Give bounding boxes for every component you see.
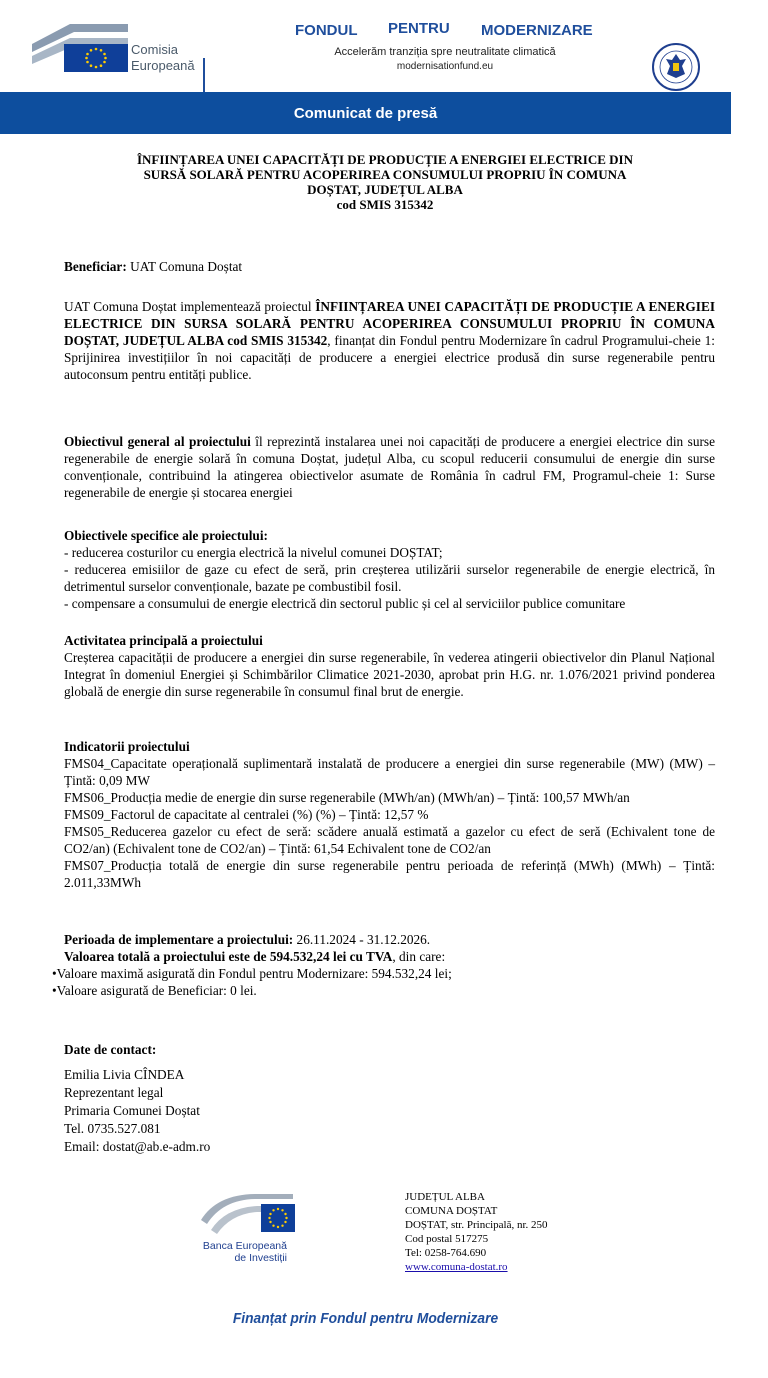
total-value xyxy=(64,948,715,965)
general-objective xyxy=(64,433,715,501)
specific-objectives-label: Obiectivele specifice ale proiectului: xyxy=(64,528,268,543)
contact-email: Email: dostat@ab.e-adm.ro xyxy=(64,1139,211,1154)
beneficiary-value: UAT Comuna Doștat xyxy=(126,259,243,274)
intro-paragraph xyxy=(64,298,715,383)
intro-prefix: UAT Comuna Doștat implementează proiectul xyxy=(64,299,316,314)
fm-tagline: Accelerăm tranziția spre neutralitate climatică xyxy=(334,46,556,58)
specific-objective-item: - reducerea costurilor cu energia electrică la nivelul comunei DOȘTAT; xyxy=(64,545,443,560)
total-value-suffix: , din care: xyxy=(392,949,446,964)
eib-name: Banca Europeană de Investiții xyxy=(202,1240,287,1264)
indicator-item: FMS04_Capacitate operațională suplimentară instalată de producere a energiei din surse regenerabile (MW) (MW) – Țintă: 0,09 MW xyxy=(64,756,715,788)
fm-word-fondul: FONDUL xyxy=(295,22,358,39)
contact-name: Emilia Livia CÎNDEA xyxy=(64,1067,185,1082)
specific-objective-item: - reducerea emisiilor de gaze cu efect de seră, prin creșterea utilizării surselor regenerabile de energie electrică, în detrimentul surselor convenționale, bazate pe combustibil fosil. xyxy=(64,562,715,594)
title-line-3: DOȘTAT, JUDEȚUL ALBA xyxy=(307,182,463,197)
value-bullet: •Valoare asigurată de Beneficiar: 0 lei. xyxy=(52,983,257,998)
specific-objective-item: - compensare a consumului de energie electrică din sectorul public și cel al serviciilor publice comunitare xyxy=(64,596,626,611)
intro-suffix: , finanțat din Fondul pentru Modernizare în cadrul Programului-cheie 1: Sprijinirea investițiilor în noi capacități de producere a energiei electrice produsă din surse regenerabile pentru autoconsum pentru entități publice. xyxy=(64,333,715,382)
contact-phone: Tel. 0735.527.081 xyxy=(64,1121,161,1136)
indicator-item: FMS09_Factorul de capacitate al centralei (%) (%) – Țintă: 12,57 % xyxy=(64,807,429,822)
contact-role: Reprezentant legal xyxy=(64,1085,164,1100)
footer-funding-note: Finanțat prin Fondul pentru Modernizare xyxy=(232,1310,499,1327)
indicator-item: FMS05_Reducerea gazelor cu efect de seră: scădere anuală estimată a gazelor cu efect de seră (Echivalent tone de CO2/an) (Echivalent tone de CO2/an) – Țintă: 61,54 Echivalent tone de CO2/an xyxy=(64,824,715,856)
indicator-item: FMS06_Producția medie de energie din surse regenerabile (MWh/an) (MWh/an) – Țintă: 100,57 MWh/an xyxy=(64,790,630,805)
intro-project-name: ÎNFIINȚAREA UNEI CAPACITĂȚI DE PRODUCȚIE A ENERGIEI ELECTRICE DIN SURSA SOLARĂ PENTRU ACOPERIREA CONSUMULUI PROPRIU ÎN COMUNA DOȘTAT, JUDEȚUL ALBA cod SMIS 315342 xyxy=(64,299,715,348)
government-seal-icon xyxy=(651,42,701,92)
indicators xyxy=(64,738,715,891)
eib-logo xyxy=(195,1190,305,1270)
ec-name-line1: Comisia xyxy=(131,42,178,57)
main-activity-label: Activitatea principală a proiectului xyxy=(64,633,263,648)
address-phone: Tel: 0258-764.690 xyxy=(405,1247,487,1259)
title-line-2: SURSĂ SOLARĂ PENTRU ACOPERIREA CONSUMULUI PROPRIU ÎN COMUNA xyxy=(143,167,627,182)
value-bullet-list xyxy=(52,965,452,999)
page-title xyxy=(70,152,700,212)
title-line-4: cod SMIS 315342 xyxy=(336,197,434,212)
total-value-text: Valoarea totală a proiectului este de 594.532,24 lei cu TVA xyxy=(64,949,393,964)
indicator-item: FMS07_Producția totală de energie din surse regenerabile pentru perioada de referință (MWh) (MWh) – Țintă: 2.011,33MWh xyxy=(64,858,715,890)
beneficiary-label: Beneficiar: xyxy=(64,259,127,274)
period-label: Perioada de implementare a proiectului: xyxy=(64,932,294,947)
address-postal: Cod postal 517275 xyxy=(405,1233,489,1245)
period-value: 26.11.2024 - 31.12.2026. xyxy=(293,932,431,947)
european-commission-logo xyxy=(30,22,210,92)
bullet-icon: • xyxy=(52,983,57,998)
main-activity-text: Creșterea capacității de producere a energiei din surse regenerabile, în vederea atingerii obiectivelor din Planul Național Integrat în domeniul Energiei și Schimbărilor Climatice 2021-2030, aprobat prin H.G. nr. 1.076/2021 privind ponderea globală de energie din surse regenerabile în consumul final brut de energie. xyxy=(64,650,715,699)
romanian-government-seal xyxy=(651,42,701,92)
press-release-banner: Comunicat de presă xyxy=(0,92,731,134)
address-county: JUDEȚUL ALBA xyxy=(405,1191,485,1203)
fm-word-modernizare: MODERNIZARE xyxy=(481,22,593,39)
ec-name-line2: Europeană xyxy=(131,58,195,73)
ec-building-icon xyxy=(30,22,130,74)
contact-label: Date de contact: xyxy=(64,1042,157,1057)
address-block xyxy=(405,1190,548,1274)
specific-objectives xyxy=(64,527,715,612)
general-objective-text: îl reprezintă instalarea unei noi capacități de producere a energiei electrice din surse regenerabile de energie solară în comuna Doștat, județul Alba, cu scopul reducerii consumului de energie din surse convenționale, contribuind la atingerea obiectivelor asumate de România în cadrul FM, Programul-cheie 1: Surse regenerabile de energie și stocarea energiei xyxy=(64,434,715,500)
value-bullet: •Valoare maximă asigurată din Fondul pentru Modernizare: 594.532,24 lei; xyxy=(52,966,452,981)
implementation-period xyxy=(64,931,715,948)
beneficiary xyxy=(64,258,715,275)
indicators-label: Indicatorii proiectului xyxy=(64,739,190,754)
general-objective-label: Obiectivul general al proiectului xyxy=(64,434,251,449)
address-commune: COMUNA DOȘTAT xyxy=(405,1205,498,1217)
title-line-1: ÎNFIINȚAREA UNEI CAPACITĂȚI DE PRODUCȚIE A ENERGIEI ELECTRICE DIN xyxy=(136,152,634,167)
fm-url: modernisationfund.eu xyxy=(396,61,494,72)
bullet-icon: • xyxy=(52,966,57,981)
eib-building-icon xyxy=(197,1190,297,1238)
contact-org: Primaria Comunei Doștat xyxy=(64,1103,200,1118)
ec-divider xyxy=(203,58,205,92)
contact-details xyxy=(64,1066,210,1156)
fm-word-pentru: PENTRU xyxy=(388,20,450,37)
address-street: DOȘTAT, str. Principală, nr. 250 xyxy=(405,1219,548,1231)
website-link[interactable]: www.comuna-dostat.ro xyxy=(405,1261,508,1273)
main-activity xyxy=(64,632,715,700)
